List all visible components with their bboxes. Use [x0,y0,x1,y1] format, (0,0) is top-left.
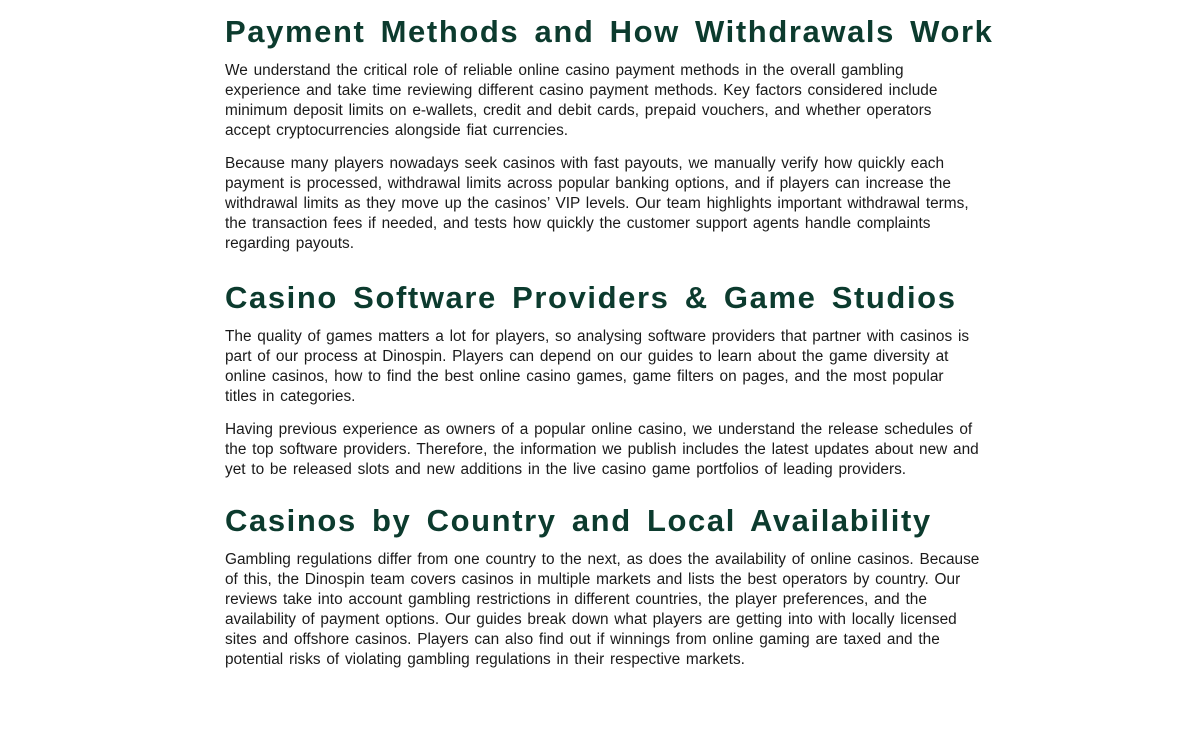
section-paragraph: Gambling regulations differ from one country to the next, as does the availability of online casinos. Because of this, the Dinospin team covers casinos in multiple markets and lists the best operators by country. Our reviews take into account gambling restrictions in different countries, the player preferences, and the availability of payment options. Our guides break down what players are getting into with locally licensed sites and offshore casinos. Players can also find out if winnings from online gaming are taxed and the potential risks of violating gambling regulations in their respective markets. [225,551,980,668]
section-payment-methods [225,8,994,254]
section-paragraph: We understand the critical role of reliable online casino payment methods in the overall gambling experience and take time reviewing different casino payment methods. Key factors considered include minimum deposit limits on e-wallets, credit and debit cards, prepaid vouchers, and whether operators accept cryptocurrencies alongside fiat currencies. [225,62,938,139]
section-heading: Payment Methods and How Withdrawals Work [225,14,994,49]
section-paragraph: Having previous experience as owners of a popular online casino, we understand the release schedules of the top software providers. Therefore, the information we publish includes the latest updates about new and yet to be released slots and new additions in the live casino game portfolios of leading providers. [225,421,979,478]
section-paragraph: Because many players nowadays seek casinos with fast payouts, we manually verify how quickly each payment is processed, withdrawal limits across popular banking options, and if players can increase the withdrawal limits as they move up the casinos’ VIP levels. Our team highlights important withdrawal terms, the transaction fees if needed, and tests how quickly the customer support agents handle complaints regarding payouts. [225,155,969,252]
section-country-availability [225,497,980,670]
section-paragraph: The quality of games matters a lot for players, so analysing software providers that partner with casinos is part of our process at Dinospin. Players can depend on our guides to learn about the game diversity at online casinos, how to find the best online casino games, game filters on pages, and the most popular titles in categories. [225,328,970,405]
section-software-providers [225,274,980,480]
section-heading: Casinos by Country and Local Availability [225,503,932,538]
section-heading: Casino Software Providers & Game Studios [225,280,957,315]
article-content [225,8,994,670]
